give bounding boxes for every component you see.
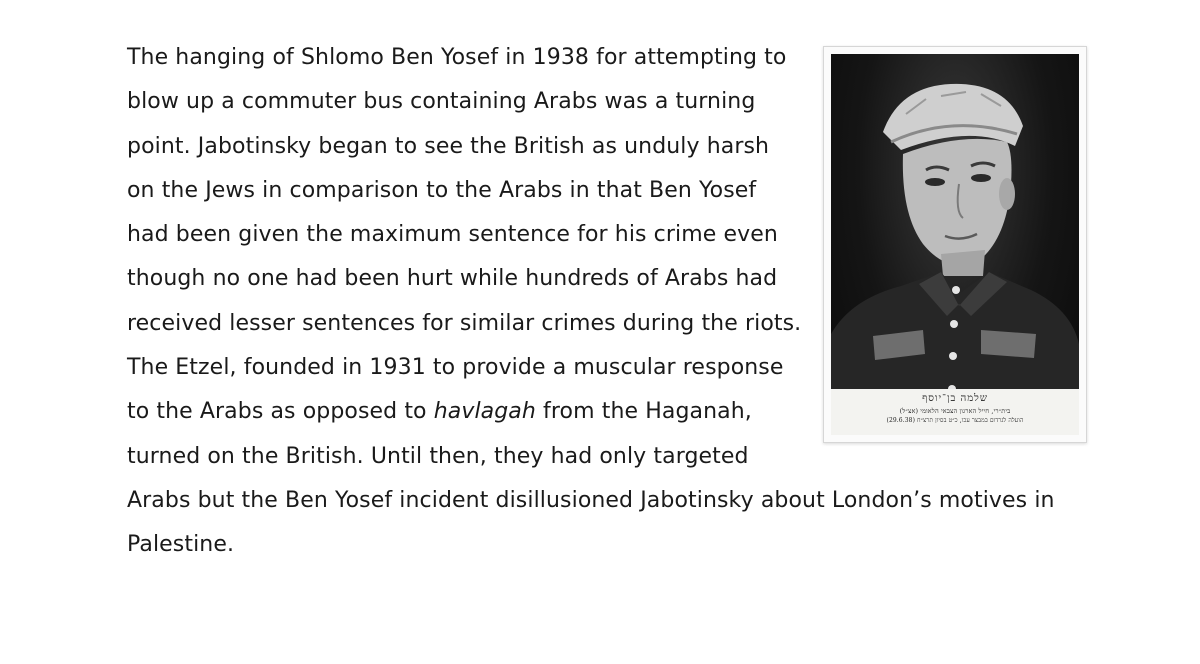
portrait-figure — [823, 46, 1087, 443]
paragraph-text-part-1: The hanging of Shlomo Ben Yosef in 1938 for attempting to blow up a commuter bus containing Arabs was a turning point. Jabotinsky began to see the British as unduly harsh on the Jews in comparison to the Arabs in that Ben Yosef had been given the maximum sentence for his crime even though no one had been hurt while hundreds of Arabs had received lesser sentences for similar crimes during the riots. The Etzel, founded in 1931 to provide a muscular response to the Arabs as opposed to — [127, 45, 802, 425]
paragraph-text-part-2: from the Haganah, turned on the British. Until then, they had only targeted Arabs but the Ben Yosef incident disillusioned Jabotinsky about London’s motives in Palestine. — [127, 399, 1055, 558]
italic-term: havlagah — [433, 399, 536, 425]
caption-subtitle: בית״רי, חייל הארגון הצבאי הלאומי (אצ״ל) — [899, 407, 1011, 415]
portrait-caption — [831, 389, 1079, 435]
portrait-photo — [831, 54, 1079, 435]
caption-date: הועלה לגרדום במבצר עכו, כ״ט בסיון תרצ״ח (29.6.38) — [886, 417, 1024, 424]
caption-name: שלמה בן־יוסף — [922, 393, 988, 404]
portrait-illustration — [831, 54, 1079, 435]
article-body — [127, 36, 1087, 568]
